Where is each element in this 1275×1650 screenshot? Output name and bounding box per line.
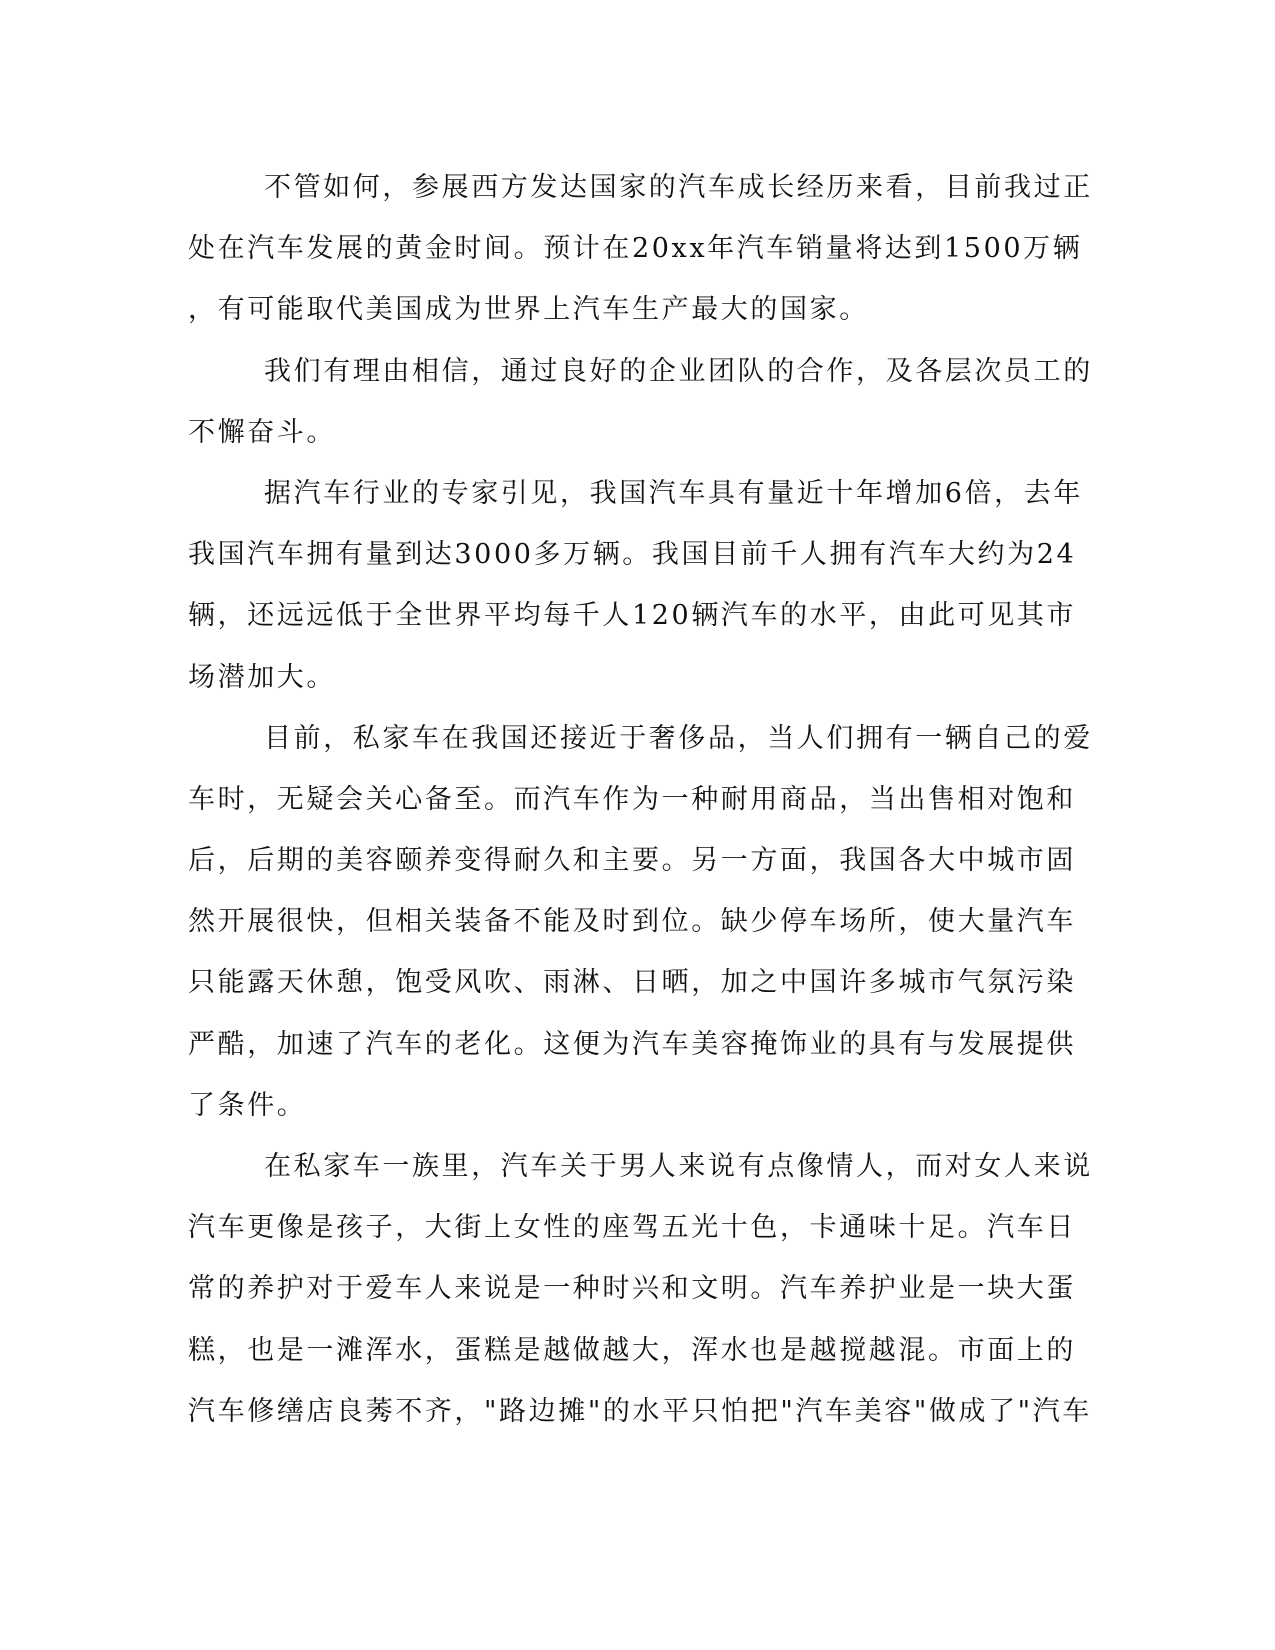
text-line: 我们有理由相信，通过良好的企业团队的合作，及各层次员工的 — [264, 355, 1093, 387]
text-line: 后，后期的美容颐养变得耐久和主要。另一方面，我国各大中城市固 — [188, 845, 1076, 877]
paragraph-5 — [188, 1136, 1093, 1442]
text-line: 我国汽车拥有量到达3000多万辆。我国目前千人拥有汽车大约为24 — [188, 539, 1077, 571]
paragraph-3 — [188, 463, 1083, 708]
text-line: ，有可能取代美国成为世界上汽车生产最大的国家。 — [188, 294, 869, 326]
text-line: 只能露天休憩，饱受风吹、雨淋、日晒，加之中国许多城市气氛污染 — [188, 967, 1076, 999]
text-line: 据汽车行业的专家引见，我国汽车具有量近十年增加6倍，去年 — [264, 477, 1083, 509]
text-line: 辆，还远远低于全世界平均每千人120辆汽车的水平，由此可见其市 — [188, 600, 1077, 632]
document-body — [188, 157, 1093, 1442]
paragraph-2 — [188, 341, 1093, 463]
text-line: 场潜加大。 — [188, 661, 336, 693]
paragraph-1 — [188, 157, 1093, 341]
text-line: 汽车更像是孩子，大街上女性的座驾五光十色，卡通味十足。汽车日 — [188, 1212, 1076, 1244]
text-line: 目前，私家车在我国还接近于奢侈品，当人们拥有一辆自己的爱 — [264, 722, 1093, 754]
text-line: 严酷，加速了汽车的老化。这便为汽车美容掩饰业的具有与发展提供 — [188, 1028, 1076, 1060]
text-line: 处在汽车发展的黄金时间。预计在20xx年汽车销量将达到1500万辆 — [188, 233, 1083, 265]
text-line: 了条件。 — [188, 1089, 307, 1121]
text-line: 糕，也是一滩浑水，蛋糕是越做越大，浑水也是越搅越混。市面上的 — [188, 1334, 1076, 1366]
text-line: 常的养护对于爱车人来说是一种时兴和文明。汽车养护业是一块大蛋 — [188, 1273, 1076, 1305]
paragraph-4 — [188, 708, 1093, 1136]
text-line: 车时，无疑会关心备至。而汽车作为一种耐用商品，当出售相对饱和 — [188, 783, 1076, 815]
text-line: 不管如何，参展西方发达国家的汽车成长经历来看，目前我过正 — [264, 172, 1093, 203]
text-line: 汽车修缮店良莠不齐，"路边摊"的水平只怕把"汽车美容"做成了"汽车 — [188, 1395, 1092, 1427]
text-line: 不懈奋斗。 — [188, 416, 336, 448]
text-line: 在私家车一族里，汽车关于男人来说有点像情人，而对女人来说 — [264, 1151, 1093, 1182]
text-line: 然开展很快，但相关装备不能及时到位。缺少停车场所，使大量汽车 — [188, 906, 1076, 938]
